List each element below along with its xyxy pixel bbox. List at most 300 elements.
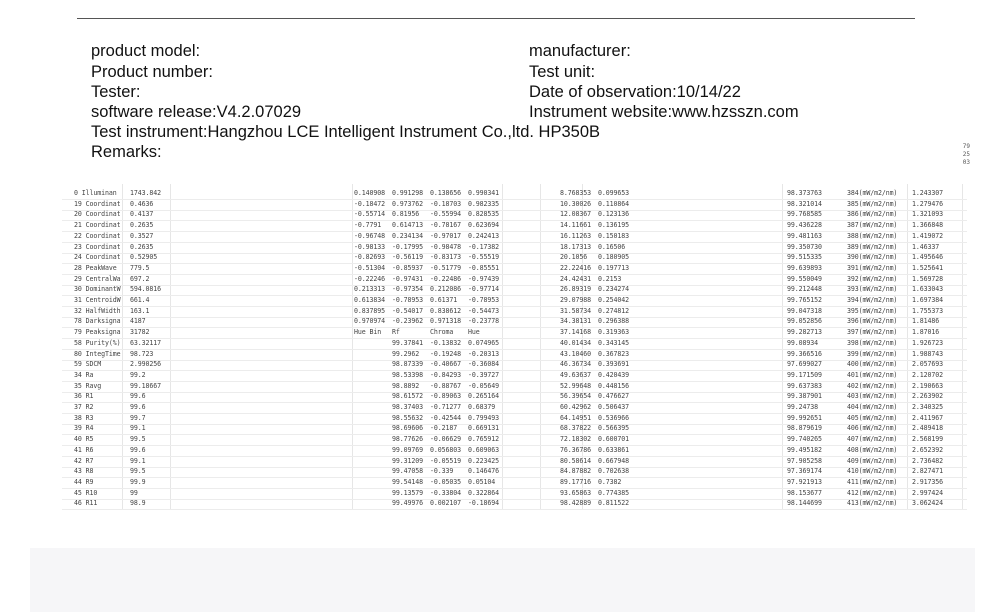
table-cell: 0.002107 (430, 499, 461, 508)
table-cell: -0.85551 (468, 263, 499, 272)
table-cell: -0.19248 (430, 349, 461, 358)
table-cell: 0.150183 (598, 231, 629, 240)
table-cell: 58 Purity(%) (74, 338, 121, 347)
table-cell: 89.17716 (560, 477, 591, 486)
table-cell: 0.2635 (130, 242, 154, 251)
test-unit-label: Test unit: (529, 63, 596, 81)
table-cell: 64.14951 (560, 413, 591, 422)
table-cell: 98.321014 (787, 199, 822, 208)
table-cell: -0.51304 (354, 263, 385, 272)
table-cell: 0.991298 (392, 189, 423, 197)
table-cell: -0.42544 (430, 413, 461, 422)
table-cell: 22 Coordinat (74, 231, 121, 240)
table-cell: 98.69606 (392, 424, 423, 433)
table-cell: 99.481163 (787, 231, 822, 240)
table-cell: 20 Coordinat (74, 210, 121, 219)
table-cell: 99.212448 (787, 285, 822, 294)
table-cell: 1.525641 (912, 263, 943, 272)
table-cell: 163.1 (130, 306, 150, 315)
table-cell: 0.4636 (130, 199, 154, 208)
table-cell: 43 R8 (74, 467, 94, 476)
table-cell: 405(mW/m2/nm) (847, 413, 898, 422)
table-cell: 394(mW/m2/nm) (847, 296, 898, 304)
table-cell: 391(mW/m2/nm) (847, 263, 898, 272)
table-cell: 389(mW/m2/nm) (847, 242, 898, 251)
table-cell: 0.242413 (468, 231, 499, 240)
table-cell: 2.120702 (912, 370, 943, 379)
table-cell: Hue (468, 328, 480, 337)
table-cell: 2.411967 (912, 413, 943, 422)
table-cell: 36 R1 (74, 392, 94, 401)
table-cell: 22.22416 (560, 263, 591, 272)
table-cell: 410(mW/m2/nm) (847, 467, 898, 476)
table-cell: 98.42889 (560, 499, 591, 508)
table-cell: 23 Coordinat (74, 242, 121, 251)
table-cell: 99.6 (130, 445, 146, 454)
table-cell: 99.637383 (787, 381, 822, 390)
table-cell: 0.566395 (598, 424, 629, 433)
table-cell: 99.047318 (787, 306, 822, 315)
table-cell: 0.393691 (598, 360, 629, 369)
table-cell: -0.36084 (468, 360, 499, 369)
table-cell: -0.13832 (430, 338, 461, 347)
table-cell: 384(mW/m2/nm) (847, 189, 898, 197)
table-cell: -0.78953 (392, 296, 423, 304)
table-cell: 0.05104 (468, 477, 496, 486)
table-cell: 2.568199 (912, 435, 943, 444)
table-cell: 1743.842 (130, 189, 161, 197)
table-cell: 0.971318 (430, 317, 461, 326)
table-cell: -0.339 (430, 467, 454, 476)
table-cell: 2.997424 (912, 488, 943, 497)
table-cell: 0.180905 (598, 253, 629, 262)
table-cell: 37 R2 (74, 403, 94, 411)
table-cell: -0.96748 (354, 231, 385, 240)
table-cell: -0.7791 (354, 221, 382, 230)
table-cell: 0.68379 (468, 403, 496, 411)
table-cell: 387(mW/m2/nm) (847, 221, 898, 230)
table-cell: 413(mW/m2/nm) (847, 499, 898, 508)
table-cell: 99.1 (130, 424, 146, 433)
table-cell: 411(mW/m2/nm) (847, 477, 898, 486)
table-cell: 0.3527 (130, 231, 154, 240)
table-cell: 0.982335 (468, 199, 499, 208)
table-cell: 99 (130, 488, 138, 497)
table-cell: 99.47058 (392, 467, 423, 476)
table-cell: 2.652392 (912, 445, 943, 454)
table-cell: 80 IntegTime (74, 349, 121, 358)
table-cell: -0.2187 (430, 424, 458, 433)
table-cell: -0.17382 (468, 242, 499, 251)
top-divider (77, 18, 915, 19)
table-cell: 1.87016 (912, 328, 940, 337)
table-cell: 0.265164 (468, 392, 499, 401)
table-cell: 0.702638 (598, 467, 629, 476)
table-cell: 0.476627 (598, 392, 629, 401)
table-cell: -0.97714 (468, 285, 499, 294)
table-cell: 2.736482 (912, 456, 943, 465)
table-cell: 39 R4 (74, 424, 94, 433)
table-cell: 34 Ra (74, 370, 94, 379)
table-cell: 29 CentralWa (74, 274, 121, 283)
table-row (62, 498, 967, 510)
table-cell: -0.97431 (392, 274, 423, 283)
table-cell: 398(mW/m2/nm) (847, 338, 898, 347)
table-cell: Chroma (430, 328, 454, 337)
product-number-label: Product number: (91, 63, 213, 81)
table-cell: 99.31209 (392, 456, 423, 465)
table-cell: 1.46337 (912, 242, 940, 251)
table-cell: 0.970974 (354, 317, 385, 326)
table-cell: 2.190663 (912, 381, 943, 390)
table-cell: -0.97354 (392, 285, 423, 294)
table-cell: 99.7 (130, 413, 146, 422)
table-cell: 98.153677 (787, 488, 822, 497)
table-cell: 403(mW/m2/nm) (847, 392, 898, 401)
table-cell: 80.58614 (560, 456, 591, 465)
table-cell: 3.062424 (912, 499, 943, 508)
table-cell: -0.71277 (430, 403, 461, 411)
table-cell: 99.639893 (787, 263, 822, 272)
table-cell: 388(mW/m2/nm) (847, 231, 898, 240)
table-cell: 1.697384 (912, 296, 943, 304)
table-cell: 99.37841 (392, 338, 423, 347)
table-cell: 2.489418 (912, 424, 943, 433)
table-cell: -0.18694 (468, 499, 499, 508)
table-cell: 0.613834 (354, 296, 385, 304)
table-cell: 99.350730 (787, 242, 822, 251)
table-cell: 31782 (130, 328, 150, 337)
table-cell: 99.18667 (130, 381, 161, 390)
table-cell: 40.01434 (560, 338, 591, 347)
table-cell: 21 Coordinat (74, 221, 121, 230)
table-cell: 404(mW/m2/nm) (847, 403, 898, 411)
table-cell: 385(mW/m2/nm) (847, 199, 898, 208)
table-cell: 99.2962 (392, 349, 420, 358)
table-cell: 2.263902 (912, 392, 943, 401)
table-cell: 41 R6 (74, 445, 94, 454)
table-cell: 18.17313 (560, 242, 591, 251)
table-cell: 397(mW/m2/nm) (847, 328, 898, 337)
table-cell: 72.18302 (560, 435, 591, 444)
table-cell: 0.110864 (598, 199, 629, 208)
table-cell: Rf (392, 328, 400, 337)
table-cell: 0.367823 (598, 349, 629, 358)
table-cell: 0.197713 (598, 263, 629, 272)
table-cell: -0.98133 (354, 242, 385, 251)
table-cell: -0.78953 (468, 296, 499, 304)
date-of-observation: Date of observation:10/14/22 (529, 83, 741, 101)
table-cell: 392(mW/m2/nm) (847, 274, 898, 283)
table-cell: 38 R3 (74, 413, 94, 422)
table-cell: 45 R10 (74, 488, 98, 497)
table-cell: 0.056803 (430, 445, 461, 454)
table-cell: -0.17995 (392, 242, 423, 251)
table-cell: 99.052856 (787, 317, 822, 326)
table-cell: 402(mW/m2/nm) (847, 381, 898, 390)
table-cell: 0.343145 (598, 338, 629, 347)
table-cell: 99.9 (130, 477, 146, 486)
table-cell: 0.799493 (468, 413, 499, 422)
manufacturer-label: manufacturer: (529, 42, 631, 60)
table-cell: 0.669131 (468, 424, 499, 433)
table-cell: 99.13579 (392, 488, 423, 497)
table-cell: Hue Bin (354, 328, 382, 337)
table-cell: 98.8892 (392, 381, 420, 390)
table-cell: -0.05649 (468, 381, 499, 390)
table-cell: 0.536966 (598, 413, 629, 422)
table-cell: 12.08367 (560, 210, 591, 219)
table-cell: 0.811522 (598, 499, 629, 508)
table-cell: 0.506437 (598, 403, 629, 411)
table-cell: 0.212086 (430, 285, 461, 294)
table-cell: 16.11263 (560, 231, 591, 240)
table-cell: -0.78167 (430, 221, 461, 230)
table-cell: 26.89319 (560, 285, 591, 294)
table-cell: -0.55519 (468, 253, 499, 262)
table-cell: 99.5 (130, 435, 146, 444)
table-cell: 79 Peaksigna (74, 328, 121, 337)
table-cell: 779.5 (130, 263, 150, 272)
table-cell: 0.223425 (468, 456, 499, 465)
table-cell: 0.61371 (430, 296, 458, 304)
table-cell: 407(mW/m2/nm) (847, 435, 898, 444)
table-cell: 32 HalfWidth (74, 306, 121, 315)
table-cell: 0.81956 (392, 210, 420, 219)
table-cell: 99.09769 (392, 445, 423, 454)
table-cell: 37.14168 (560, 328, 591, 337)
table-cell: 98.87339 (392, 360, 423, 369)
table-cell: -0.55714 (354, 210, 385, 219)
table-cell: 408(mW/m2/nm) (847, 445, 898, 454)
table-cell: -0.82693 (354, 253, 385, 262)
table-cell: 1.243307 (912, 189, 943, 197)
table-cell: 52.99648 (560, 381, 591, 390)
table-cell: 0.633861 (598, 445, 629, 454)
table-cell: -0.18703 (430, 199, 461, 208)
table-cell: -0.23962 (392, 317, 423, 326)
table-cell: 1.755373 (912, 306, 943, 315)
table-cell: 99.54148 (392, 477, 423, 486)
table-cell: -0.97017 (430, 231, 461, 240)
table-cell: 99.992651 (787, 413, 822, 422)
table-cell: 0.7382 (598, 477, 622, 486)
table-cell: 1.366848 (912, 221, 943, 230)
table-cell: 0.765912 (468, 435, 499, 444)
table-cell: 99.768585 (787, 210, 822, 219)
table-cell: 99.24738 (787, 403, 818, 411)
table-cell: 0.420439 (598, 370, 629, 379)
table-cell: -0.89063 (430, 392, 461, 401)
table-cell: 0.828535 (468, 210, 499, 219)
side-tick: 25 (962, 151, 970, 158)
table-cell: 0.254042 (598, 296, 629, 304)
software-release: software release:V4.2.07029 (91, 103, 302, 121)
table-cell: 1.926723 (912, 338, 943, 347)
table-cell: 0.623694 (468, 221, 499, 230)
table-cell: 661.4 (130, 296, 150, 304)
table-cell: 98.55632 (392, 413, 423, 422)
table-cell: 63.32117 (130, 338, 161, 347)
table-cell: 98.77626 (392, 435, 423, 444)
table-cell: 4187 (130, 317, 146, 326)
product-model-label: product model: (91, 42, 201, 60)
table-cell: 1.495646 (912, 253, 943, 262)
table-cell: 0.52905 (130, 253, 158, 262)
table-cell: 99.1 (130, 456, 146, 465)
instrument-website: Instrument website:www.hzsszn.com (529, 103, 799, 121)
table-cell: -0.20313 (468, 349, 499, 358)
table-cell: 56.39654 (560, 392, 591, 401)
table-cell: 393(mW/m2/nm) (847, 285, 898, 294)
table-cell: 46.36734 (560, 360, 591, 369)
table-cell: -0.85937 (392, 263, 423, 272)
table-cell: 697.2 (130, 274, 150, 283)
table-cell: 99.495182 (787, 445, 822, 454)
table-cell: 44 R9 (74, 477, 94, 486)
table-cell: -0.33804 (430, 488, 461, 497)
table-cell: -0.05035 (430, 477, 461, 486)
table-cell: 0.774385 (598, 488, 629, 497)
table-cell: 97.699027 (787, 360, 822, 369)
table-cell: 0.990341 (468, 189, 499, 197)
table-cell: 78 Darksigna (74, 317, 121, 326)
table-cell: 0.16506 (598, 242, 626, 251)
table-cell: -0.39727 (468, 370, 499, 379)
table-cell: 399(mW/m2/nm) (847, 349, 898, 358)
table-cell: 386(mW/m2/nm) (847, 210, 898, 219)
table-cell: 30 DominantW (74, 285, 121, 294)
table-cell: 2.057693 (912, 360, 943, 369)
side-tick: 79 (962, 143, 970, 150)
table-cell: 0.609063 (468, 445, 499, 454)
table-cell: 2.990256 (130, 360, 161, 369)
table-cell: 0.2635 (130, 221, 154, 230)
table-cell: 0.322864 (468, 488, 499, 497)
table-cell: 93.65863 (560, 488, 591, 497)
table-cell: 1.321093 (912, 210, 943, 219)
table-cell: 0.837895 (354, 306, 385, 315)
side-tick-labels (948, 143, 970, 167)
table-cell: 99.515335 (787, 253, 822, 262)
table-cell: 406(mW/m2/nm) (847, 424, 898, 433)
table-cell: 0.099653 (598, 189, 629, 197)
table-cell: 35 Ravg (74, 381, 102, 390)
table-cell: 390(mW/m2/nm) (847, 253, 898, 262)
table-cell: 401(mW/m2/nm) (847, 370, 898, 379)
table-cell: 0.614713 (392, 221, 423, 230)
table-cell: -0.40667 (430, 360, 461, 369)
table-cell: 99.08934 (787, 338, 818, 347)
table-cell: 40 R5 (74, 435, 94, 444)
table-cell: 97.921913 (787, 477, 822, 486)
table-cell: -0.55994 (430, 210, 461, 219)
table-cell: -0.97439 (468, 274, 499, 283)
table-cell: 46 R11 (74, 499, 98, 508)
table-cell: 0.136195 (598, 221, 629, 230)
table-cell: 84.87882 (560, 467, 591, 476)
table-cell: -0.06629 (430, 435, 461, 444)
table-cell: 0.319363 (598, 328, 629, 337)
table-cell: 28 PeakWave (74, 263, 117, 272)
table-cell: 99.740265 (787, 435, 822, 444)
table-cell: 0.448156 (598, 381, 629, 390)
table-cell: 99.6 (130, 403, 146, 411)
table-cell: -0.22246 (354, 274, 385, 283)
table-cell: 98.373763 (787, 189, 822, 197)
table-cell: 76.36786 (560, 445, 591, 454)
table-cell: 43.10460 (560, 349, 591, 358)
table-cell: -0.22486 (430, 274, 461, 283)
bottom-shaded-area (30, 548, 975, 612)
table-cell: 97.369174 (787, 467, 822, 476)
table-cell: 10.30026 (560, 199, 591, 208)
table-cell: 594.0816 (130, 285, 161, 294)
table-cell: 1.81486 (912, 317, 940, 326)
table-cell: 1.419072 (912, 231, 943, 240)
table-cell: 0.667948 (598, 456, 629, 465)
table-cell: 68.37822 (560, 424, 591, 433)
table-cell: 31.58734 (560, 306, 591, 315)
table-cell: 99.282713 (787, 328, 822, 337)
table-cell: -0.18472 (354, 199, 385, 208)
table-cell: 0.123136 (598, 210, 629, 219)
table-cell: 395(mW/m2/nm) (847, 306, 898, 315)
table-cell: 42 R7 (74, 456, 94, 465)
table-cell: 99.6 (130, 392, 146, 401)
table-cell: 0.600701 (598, 435, 629, 444)
table-cell: 0.234274 (598, 285, 629, 294)
table-cell: -0.98478 (430, 242, 461, 251)
table-cell: 29.07988 (560, 296, 591, 304)
table-cell: 98.9 (130, 499, 146, 508)
table-cell: 412(mW/m2/nm) (847, 488, 898, 497)
table-cell: -0.54017 (392, 306, 423, 315)
table-cell: 49.63637 (560, 370, 591, 379)
measurement-data-table (62, 184, 967, 510)
table-cell: 98.53398 (392, 370, 423, 379)
table-cell: 20.1056 (560, 253, 588, 262)
table-cell: 99.2 (130, 370, 146, 379)
table-cell: 0.274812 (598, 306, 629, 315)
table-cell: -0.54473 (468, 306, 499, 315)
table-cell: 59 SDCM (74, 360, 102, 369)
table-cell: 60.42962 (560, 403, 591, 411)
table-cell: 400(mW/m2/nm) (847, 360, 898, 369)
table-cell: 97.905258 (787, 456, 822, 465)
table-cell: 1.569728 (912, 274, 943, 283)
table-cell: -0.23778 (468, 317, 499, 326)
table-cell: 98.37403 (392, 403, 423, 411)
test-instrument: Test instrument:Hangzhou LCE Intelligent Instrument Co.,ltd. HP350B (91, 123, 601, 141)
table-cell: 2.340325 (912, 403, 943, 411)
tester-label: Tester: (91, 83, 141, 101)
table-cell: -0.84293 (430, 370, 461, 379)
table-cell: 31 CentroidW (74, 296, 121, 304)
table-cell: 24 Coordinat (74, 253, 121, 262)
table-cell: 99.171509 (787, 370, 822, 379)
table-cell: 1.988743 (912, 349, 943, 358)
table-cell: 0.4137 (130, 210, 154, 219)
table-cell: 0.146476 (468, 467, 499, 476)
side-tick: 03 (962, 159, 970, 166)
table-cell: 0.2153 (598, 274, 622, 283)
table-cell: 0.138656 (430, 189, 461, 197)
table-cell: -0.05519 (430, 456, 461, 465)
table-cell: 0.234134 (392, 231, 423, 240)
table-cell: 1.633043 (912, 285, 943, 294)
table-cell: 99.765152 (787, 296, 822, 304)
